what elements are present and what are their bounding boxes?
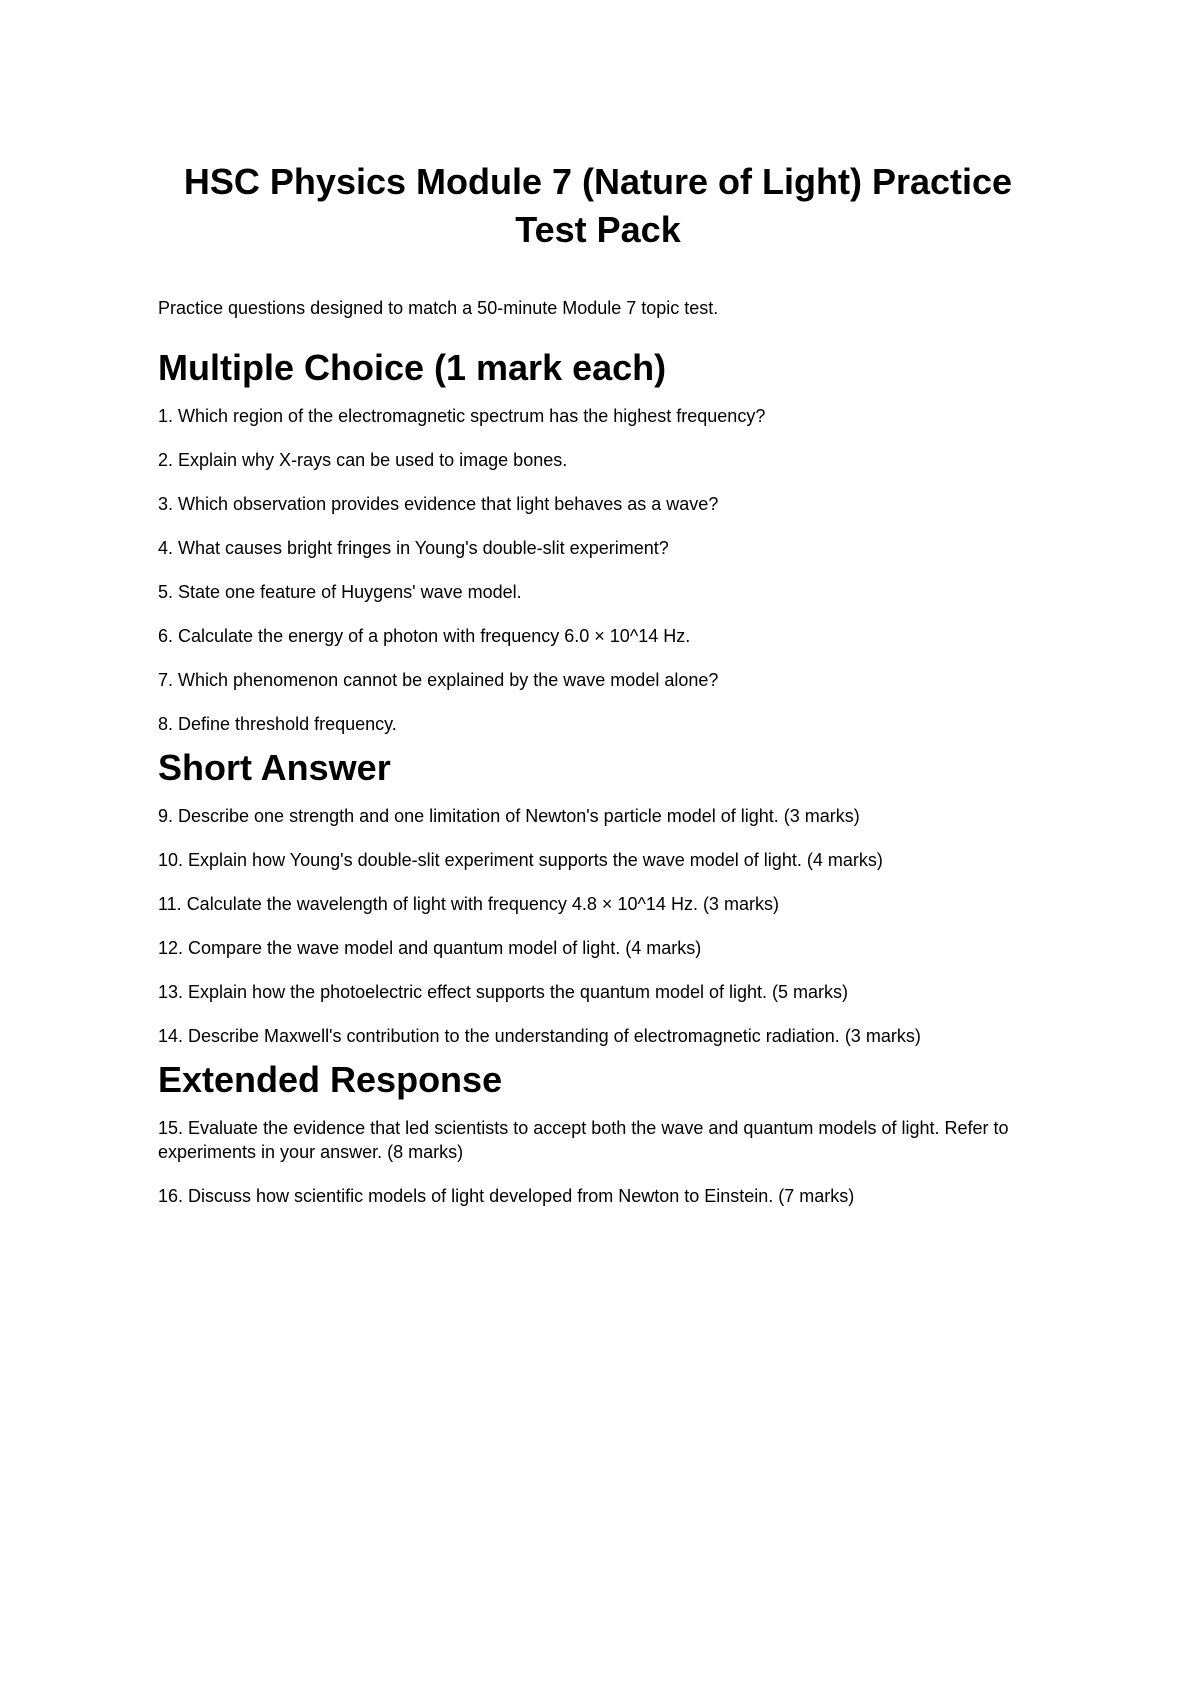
question-5: 5. State one feature of Huygens' wave model. (158, 582, 522, 602)
question-11: 11. Calculate the wavelength of light with frequency 4.8 × 10^14 Hz. (3 marks) (158, 894, 779, 914)
question-12: 12. Compare the wave model and quantum model of light. (4 marks) (158, 938, 702, 958)
question-13: 13. Explain how the photoelectric effect supports the quantum model of light. (5 marks) (158, 982, 849, 1002)
section-heading-extended-response: Extended Response (158, 1059, 503, 1100)
section-heading-multiple-choice: Multiple Choice (1 mark each) (158, 347, 667, 388)
question-3: 3. Which observation provides evidence that light behaves as a wave? (158, 494, 719, 514)
intro-text: Practice questions designed to match a 50-minute Module 7 topic test. (158, 298, 719, 318)
question-16: 16. Discuss how scientific models of light developed from Newton to Einstein. (7 marks) (158, 1186, 855, 1206)
page-title: HSC Physics Module 7 (Nature of Light) Practice Test Pack (183, 161, 1013, 250)
question-10: 10. Explain how Young's double-slit experiment supports the wave model of light. (4 marks) (158, 850, 883, 870)
question-6: 6. Calculate the energy of a photon with frequency 6.0 × 10^14 Hz. (158, 626, 691, 646)
question-1: 1. Which region of the electromagnetic spectrum has the highest frequency? (158, 406, 766, 426)
question-2: 2. Explain why X-rays can be used to image bones. (158, 450, 568, 470)
section-heading-short-answer: Short Answer (158, 747, 391, 788)
question-9: 9. Describe one strength and one limitation of Newton's particle model of light. (3 marks) (158, 806, 860, 826)
question-7: 7. Which phenomenon cannot be explained by the wave model alone? (158, 670, 719, 690)
question-15: 15. Evaluate the evidence that led scientists to accept both the wave and quantum models of light. Refer to experiments in your answer. (8 marks) (158, 1118, 1009, 1162)
question-8: 8. Define threshold frequency. (158, 714, 397, 734)
question-14: 14. Describe Maxwell's contribution to the understanding of electromagnetic radiation. (3 marks) (158, 1026, 921, 1046)
question-4: 4. What causes bright fringes in Young's double-slit experiment? (158, 538, 669, 558)
